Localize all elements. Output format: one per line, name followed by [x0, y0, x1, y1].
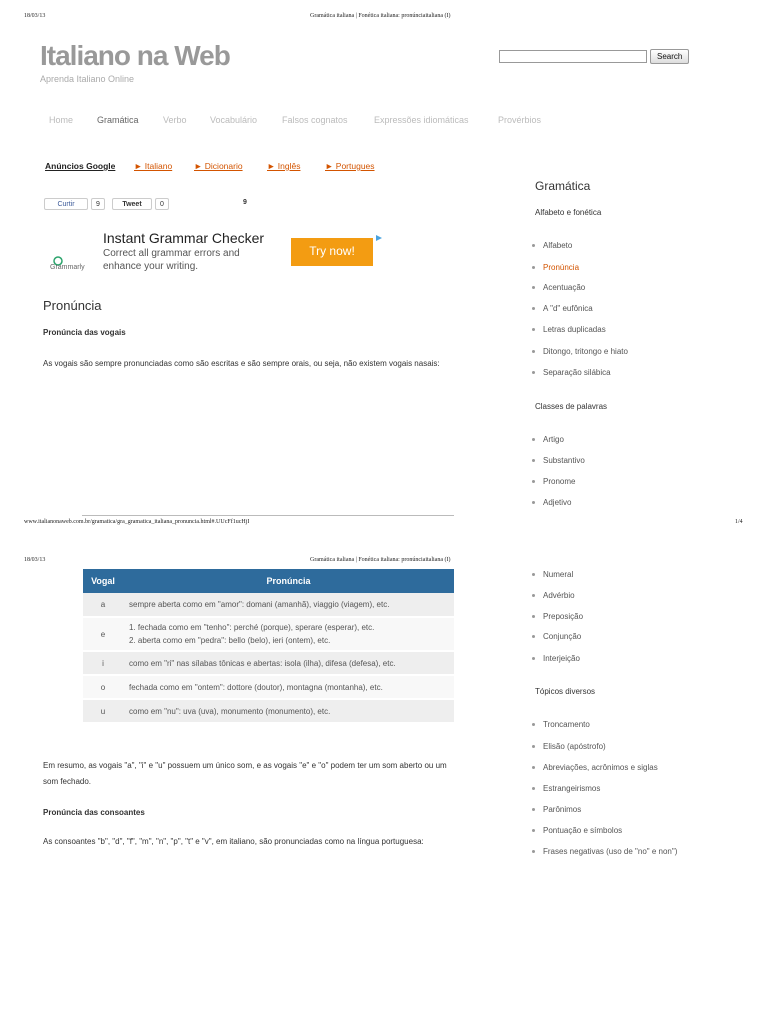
ad-choices-icon[interactable] [375, 229, 383, 237]
ad-line2: enhance your writing. [103, 261, 199, 272]
ad-cta-button[interactable]: Try now! [291, 238, 373, 266]
sidebar-item-preposicao[interactable]: Preposição [532, 612, 583, 621]
pronuncia-cell: como em "ri" nas sílabas tônicas e abertas: isola (ilha), difesa (defesa), etc. [123, 651, 454, 675]
extra-share-count: 9 [243, 199, 247, 206]
print-title: Gramática italiana | Fonética italiana: pronúnciaitaliana (I) [310, 13, 451, 19]
nav-home[interactable]: Home [49, 115, 74, 125]
sidebar-item-adjetivo[interactable]: Adjetivo [532, 498, 571, 507]
print-footer-url: www.italianonaweb.com.br/gramatica/gra_gramatica_italiana_pronuncia.html#.UUcFf1ucHjI [24, 519, 250, 525]
sidebar-item-paronimos[interactable]: Parônimos [532, 805, 581, 814]
sidebar-item-abreviacoes[interactable]: Abreviações, acrônimos e siglas [532, 763, 658, 772]
print-footer-page: 1/4 [735, 519, 743, 525]
nav-verbo[interactable]: Verbo [163, 115, 187, 125]
sidebar-group-topicos: Tópicos diversos [535, 687, 596, 696]
sidebar-item-conjuncao[interactable]: Conjunção [532, 632, 581, 641]
resumo-line2: som fechado. [43, 777, 92, 786]
vogal-cell: i [83, 651, 123, 675]
vogais-table [83, 569, 454, 724]
sidebar-item-pontuacao[interactable]: Pontuação e símbolos [532, 826, 622, 835]
grammarly-ad[interactable] [45, 228, 385, 276]
grammarly-logo-icon [53, 253, 67, 263]
table-row [83, 651, 454, 675]
table-top-edge [82, 515, 454, 516]
sidebar-group-classes: Classes de palavras [535, 402, 608, 411]
ad-brand: Grammarly [50, 264, 85, 271]
search-button[interactable]: Search [650, 49, 689, 64]
nav-falsos-cognatos[interactable]: Falsos cognatos [282, 115, 348, 125]
like-count: 9 [91, 198, 105, 210]
vogais-subheading: Pronúncia das vogais [43, 328, 126, 337]
pronuncia-cell: sempre aberta como em "amor": domani (amanhã), viaggio (viagem), etc. [123, 593, 454, 617]
like-button[interactable]: Curtir [44, 198, 88, 210]
sidebar-group-alfabeto: Alfabeto e fonética [535, 208, 602, 217]
print-date: 18/03/13 [24, 13, 46, 19]
table-row [83, 699, 454, 723]
nav-vocabulario[interactable]: Vocabulário [210, 115, 258, 125]
pronuncia-line: 2. aberta como em "pedra": bello (belo), ieri (ontem), etc. [129, 636, 331, 645]
sidebar-item-elisao[interactable]: Elisão (apóstrofo) [532, 742, 606, 751]
pronuncia-cell: como em "nu": uva (uva), monumento (monumento), etc. [123, 699, 454, 723]
sidebar-item-numeral[interactable]: Numeral [532, 570, 573, 579]
ad-line1: Correct all grammar errors and [103, 248, 240, 259]
consoantes-paragraph: As consoantes "b", "d", "f", "m", "n", "p", "t" e "v", em italiano, são pronunciadas como na língua portuguesa: [43, 837, 424, 846]
resumo-line1: Em resumo, as vogais "a", "i" e "u" possuem um único som, e as vogais "e" e "o" podem ter um som aberto ou um [43, 761, 447, 770]
ad-links-label[interactable]: Anúncios Google [45, 161, 116, 171]
sidebar-item-adverbio[interactable]: Advérbio [532, 591, 575, 600]
sidebar-item-d-eufonica[interactable]: A "d" eufônica [532, 304, 593, 313]
ad-title: Instant Grammar Checker [103, 230, 265, 246]
nav-proverbios[interactable]: Provérbios [498, 115, 542, 125]
tweet-button[interactable]: Tweet [112, 198, 152, 210]
pronuncia-cell [123, 617, 454, 651]
consoantes-subheading: Pronúncia das consoantes [43, 808, 145, 817]
pronuncia-line: 1. fechada como em "tenho": perché (porque), sperare (esperar), etc. [129, 623, 375, 632]
sidebar-item-troncamento[interactable]: Troncamento [532, 720, 590, 729]
sidebar-item-interjeicao[interactable]: Interjeição [532, 654, 580, 663]
table-row [83, 617, 454, 651]
nav-expressoes-idiomaticas[interactable]: Expressões idiomáticas [374, 115, 469, 125]
sidebar-item-pronuncia[interactable]: Pronúncia [532, 263, 579, 272]
search-input[interactable] [499, 50, 647, 63]
sidebar-item-pronome[interactable]: Pronome [532, 477, 575, 486]
table-row [83, 593, 454, 617]
sidebar-item-estrangeirismos[interactable]: Estrangeirismos [532, 784, 600, 793]
table-header-pronuncia: Pronúncia [123, 569, 454, 593]
sidebar-item-frases-negativas[interactable]: Frases negativas (uso de "no" e non") [532, 847, 677, 856]
sidebar-item-letras-duplicadas[interactable]: Letras duplicadas [532, 325, 606, 334]
table-row [83, 675, 454, 699]
vogal-cell: u [83, 699, 123, 723]
vogal-cell: a [83, 593, 123, 617]
pronuncia-cell: fechada como em "ontem": dottore (doutor), montagna (montanha), etc. [123, 675, 454, 699]
sidebar-item-separacao-silabica[interactable]: Separação silábica [532, 368, 611, 377]
sidebar-item-artigo[interactable]: Artigo [532, 435, 564, 444]
site-subtitle: Aprenda Italiano Online [40, 74, 135, 84]
nav-gramatica[interactable]: Gramática [97, 115, 139, 125]
vogal-cell: e [83, 617, 123, 651]
ad-link-portugues[interactable]: ► Portugues [325, 161, 375, 171]
sidebar-item-alfabeto[interactable]: Alfabeto [532, 241, 572, 250]
page-heading: Pronúncia [43, 298, 102, 313]
print-date-2: 18/03/13 [24, 557, 46, 563]
ad-link-ingles[interactable]: ► Inglês [267, 161, 301, 171]
site-title[interactable]: Italiano na Web [40, 40, 230, 71]
vogal-cell: o [83, 675, 123, 699]
ad-link-dicionario[interactable]: ► Dicionario [194, 161, 243, 171]
sidebar-item-substantivo[interactable]: Substantivo [532, 456, 585, 465]
ad-link-italiano[interactable]: ► Italiano [134, 161, 173, 171]
sidebar-item-acentuacao[interactable]: Acentuação [532, 283, 585, 292]
sidebar-item-ditongo[interactable]: Ditongo, tritongo e hiato [532, 347, 628, 356]
print-title-2: Gramática italiana | Fonética italiana: pronúnciaitaliana (I) [310, 557, 451, 563]
table-header-vogal: Vogal [83, 569, 123, 593]
vogais-paragraph: As vogais são sempre pronunciadas como são escritas e são sempre orais, ou seja, não existem vogais nasais: [43, 359, 440, 368]
sidebar-title: Gramática [535, 179, 591, 193]
tweet-count: 0 [155, 198, 169, 210]
